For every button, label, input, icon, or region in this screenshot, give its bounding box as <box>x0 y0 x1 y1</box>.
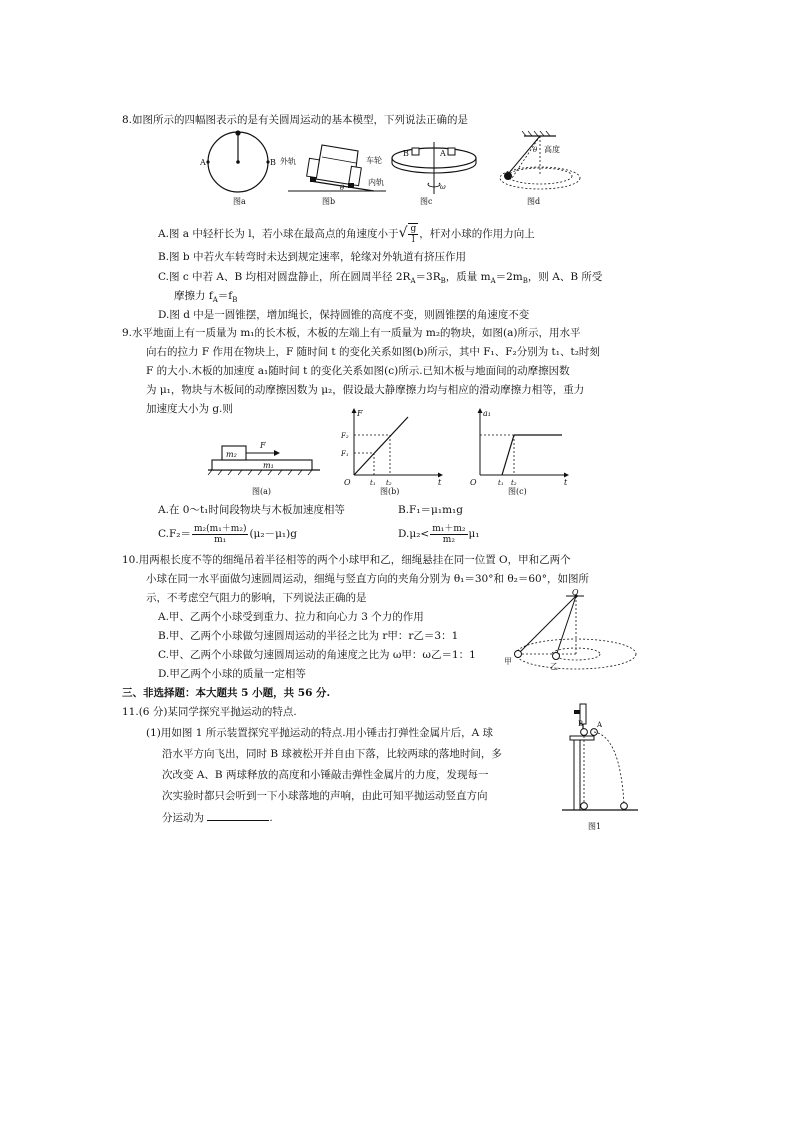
q9-figure-b <box>340 407 444 487</box>
q8-fig-c-caption: 图c <box>420 197 433 206</box>
string-yi <box>556 596 576 656</box>
q10-option-a: A.甲、乙两个小球受到重力、拉力和向心力 3 个力的作用 <box>158 611 424 623</box>
hammer-head <box>574 710 580 714</box>
long-board <box>212 460 312 470</box>
q8-fig-a-caption: 图a <box>233 197 246 206</box>
q11-part1-line-2: 沿水平方向飞出，同时 B 球被松开并自由下落，比较两球的落地时间，多 <box>162 748 502 760</box>
q9-line-5: 加速度大小为 g.则 <box>146 403 233 415</box>
m1-label: m₁ <box>263 461 274 470</box>
q9-line-3: F 的大小.木板的加速度 a₁随时间 t 的变化关系如图(c)所示.已知木板与地面间的动摩擦因数 <box>146 365 570 377</box>
f-label: F <box>260 441 266 450</box>
bank-angle-label: θ <box>340 184 345 192</box>
q10-option-b: B.甲、乙两个小球做匀速圆周运动的半径之比为 r甲：r乙＝3：1 <box>158 630 459 642</box>
q11-part1-line-4: 次实验时都只会听到一下小球落地的声响，由此可知平抛运动竖直方向 <box>162 790 488 802</box>
answer-blank[interactable] <box>207 810 269 821</box>
a-axis-label: a₁ <box>483 409 491 418</box>
wheel-label: 车轮 <box>366 156 382 165</box>
q8-figure-b <box>282 133 392 195</box>
q10-figure <box>500 588 634 676</box>
q8-option-a: A.图 a 中轻杆长为 l，若小球在最高点的角速度小于√ $\frac{g}{l}$ ，杆对小球的作用力向上 <box>158 224 535 245</box>
q9-line-4: 为 μ₁，物块与木板间的动摩擦因数为 μ₂，假设最大静摩擦力均与相应的滑动摩擦力相等，重力 <box>146 384 585 396</box>
q11-fig-1-caption: 图1 <box>588 822 602 831</box>
ball-b <box>581 729 588 736</box>
origin-label: O <box>344 478 351 487</box>
q9-option-c: C.F₂＝ $\frac{\text{m₂(m₁＋m₂)}}{\text{m₁}}$ (μ₂－μ₁)g <box>158 523 297 545</box>
f-axis-label: F <box>357 409 363 418</box>
q11-stem: 11.(6 分)某同学探究平抛运动的特点. <box>122 706 297 718</box>
q8-option-c: C.图 c 中若 A、B 均相对圆盘静止，所在圆周半径 $2R_A=3R_B$，质量 $m_A=2m_B$，则 A、B 所受 <box>158 271 603 286</box>
q8-figure-d <box>486 130 586 196</box>
m2-label: m₂ <box>226 450 237 459</box>
q10-option-d: D.甲乙两个小球的质量一定相等 <box>158 668 306 680</box>
inner-rail-label: 内轨 <box>368 178 384 187</box>
height-label: 高度 <box>544 145 560 154</box>
left-wheel <box>307 158 320 177</box>
block-b-label: B <box>403 149 409 158</box>
pivot <box>236 160 240 164</box>
q8-fig-d-caption: 图d <box>527 197 541 206</box>
force-line <box>354 417 408 475</box>
q10-line-3: 示，不考虑空气阻力的影响，下列说法正确的是 <box>146 592 367 604</box>
f1-label: F₁ <box>341 450 349 458</box>
block-a <box>448 148 455 155</box>
t1-label: t₁ <box>498 479 504 487</box>
q9-option-a: A.在 0～t₁时间段物块与木板加速度相等 <box>158 504 345 516</box>
q9-line-1: 9.水平地面上有一质量为 m₁的长木板，木板的左端上有一质量为 m₂的物块，如图(a)所示，用水平 <box>122 327 581 339</box>
angle-label: θ <box>533 146 538 154</box>
ball-b-label: B <box>578 720 584 728</box>
q9-figure-a <box>208 436 324 478</box>
q11-part1-line-5: 分运动为 . <box>162 812 273 824</box>
q9-fig-a-caption: 图(a) <box>252 487 272 496</box>
accel-rise <box>502 435 514 475</box>
ball-jia <box>515 651 522 658</box>
block-a-label: A <box>440 149 446 158</box>
platform <box>570 736 594 740</box>
q9-figure-c <box>466 407 570 487</box>
stand <box>574 740 580 810</box>
right-wheel <box>349 166 362 185</box>
q11-figure-1 <box>560 702 640 820</box>
point-a-label: A <box>200 158 206 167</box>
t2-label: t₂ <box>511 479 517 487</box>
ball-yi <box>553 653 560 660</box>
t-axis-label: t <box>564 478 568 487</box>
outer-rail-label: 外轨 <box>280 157 296 166</box>
point-b-label: B <box>270 158 276 167</box>
q10-option-c: C.甲、乙两个小球做匀速圆周运动的角速度之比为 ω甲：ω乙＝1：1 <box>158 649 476 661</box>
section-three-heading: 三、非选择题：本大题共 5 小题，共 56 分. <box>122 687 331 699</box>
t1-label: t₁ <box>370 479 376 487</box>
o-label: O <box>572 588 579 597</box>
q9-option-b: B.F₁＝μ₁m₁g <box>398 504 463 516</box>
q8-option-d: D.图 d 中是一圆锥摆，增加绳长，保持圆锥的高度不变，则圆锥摆的角速度不变 <box>158 309 530 321</box>
q11-part1-line-1: (1)用如图 1 所示装置探究平抛运动的特点.用小锤击打弹性金属片后，A 球 <box>146 727 493 739</box>
ball <box>235 130 240 135</box>
q8-fig-b-caption: 图b <box>322 197 336 206</box>
q8-option-c-line2: 摩擦力 $f_A=f_B$ <box>174 290 238 305</box>
q8-option-b: B.图 b 中若火车转弯时未达到规定速率，轮缘对外轨道有挤压作用 <box>158 251 466 263</box>
q11-part1-line-3: 次改变 A、B 两球释放的高度和小锤敲击弹性金属片的力度，发现每一 <box>162 769 489 781</box>
q9-fig-b-caption: 图(b) <box>380 487 400 496</box>
q10-line-2: 小球在同一水平面做匀速圆周运动，细绳与竖直方向的夹角分别为 θ₁＝30°和 θ₂＝60°，如图所 <box>146 573 589 585</box>
yi-label: 乙 <box>550 662 558 671</box>
jia-label: 甲 <box>504 657 512 666</box>
omega-label: ω <box>440 183 446 191</box>
q9-line-2: 向右的拉力 F 作用在物块上，F 随时间 t 的变化关系如图(b)所示，其中 F₁、F₂分别为 t₁、t₂时刻 <box>146 346 600 358</box>
string-jia <box>518 596 576 654</box>
origin-label: O <box>470 478 477 487</box>
q9-option-d: D.μ₂< $\frac{\text{m₁＋m₂}}{\text{m₂}}$ μ₁ <box>398 523 480 545</box>
t-axis-label: t <box>438 478 442 487</box>
projectile-path-a <box>594 732 624 804</box>
ball-a-label: A <box>597 721 603 729</box>
q8-stem: 8.如图所示的四幅图表示的是有关圆周运动的基本模型，下列说法正确的是 <box>122 114 469 126</box>
block-b <box>412 148 419 155</box>
q8-figure-c <box>388 134 480 196</box>
q10-line-1: 10.用两根长度不等的细绳吊着半径相等的两个小球甲和乙，细绳悬挂在同一位置 O，甲和乙两个 <box>122 554 571 566</box>
f2-label: F₂ <box>341 432 349 440</box>
t2-label: t₂ <box>386 479 392 487</box>
q9-fig-c-caption: 图(c) <box>508 487 527 496</box>
